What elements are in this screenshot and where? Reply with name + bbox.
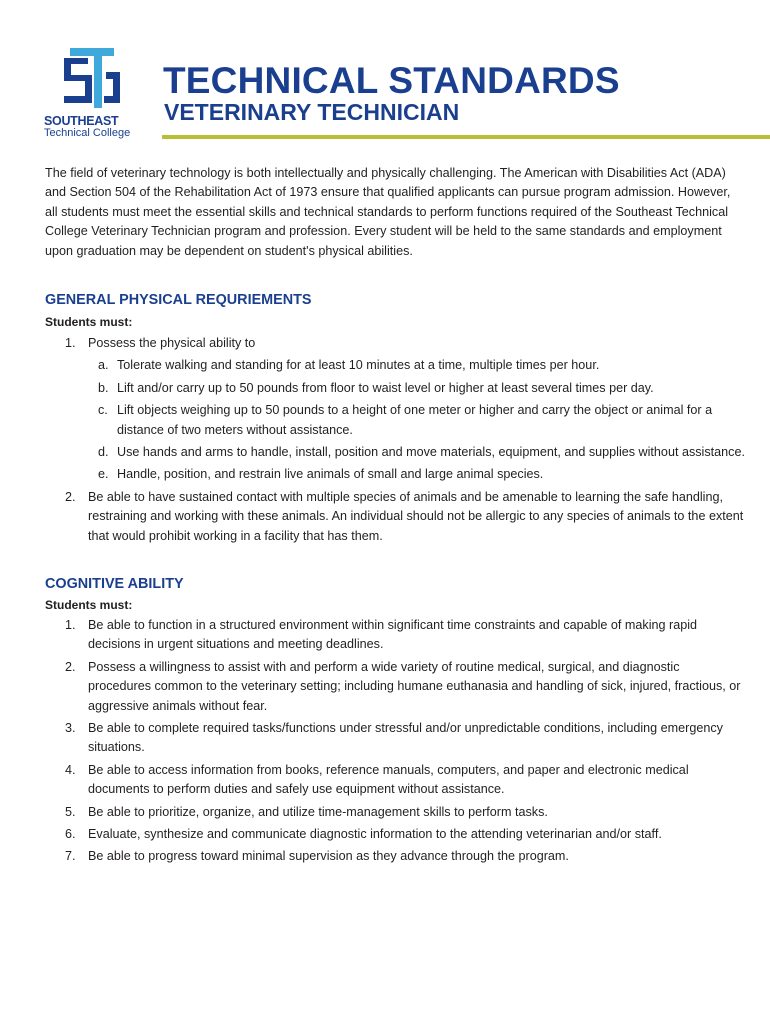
item-number: 2. <box>65 659 76 674</box>
item-number: 1. <box>65 336 76 350</box>
item-number: 2. <box>65 489 76 504</box>
sub-list-item <box>88 401 745 440</box>
sub-item-letter: d. <box>98 445 109 460</box>
sub-item-text: Use hands and arms to handle, install, position and move materials, equipment, and supplies without assistance. <box>117 445 745 460</box>
item-text: Be able to have sustained contact with multiple species of animals and be amenable to learning the safe handling, restraining and working with these animals. An individual should not be allergic to any species of animals to the extent that would prohibit working in a facility that has them. <box>88 489 744 543</box>
sub-list <box>88 356 745 484</box>
list-item <box>45 334 745 485</box>
sub-item-letter: b. <box>98 380 109 395</box>
list-item <box>45 761 745 800</box>
item-text: Be able to complete required tasks/functions under stressful and/or unpredictable conditions, including emergency situations. <box>88 721 723 755</box>
section-lead-physical: Students must: <box>45 315 133 329</box>
item-text: Possess the physical ability to <box>88 336 256 350</box>
item-text: Be able to access information from books, reference manuals, computers, and paper and electronic medical documents to perform duties and safely use equipment without assistance. <box>88 762 689 797</box>
sub-item-text: Handle, position, and restrain live animals of small and large animal species. <box>117 467 544 482</box>
item-number: 4. <box>65 762 76 777</box>
sub-item-letter: a. <box>98 358 109 373</box>
sub-item-text: Lift objects weighing up to 50 pounds to a height of one meter or higher and carry the object or animal for a distance of two meters without assistance. <box>117 403 713 437</box>
physical-requirements-list <box>45 334 745 549</box>
list-item <box>45 803 745 822</box>
sub-item-letter: c. <box>98 403 108 418</box>
list-item <box>45 719 745 758</box>
item-number: 6. <box>65 827 76 842</box>
item-number: 5. <box>65 804 76 819</box>
list-item <box>45 658 745 716</box>
header-divider <box>162 135 770 139</box>
sub-item-letter: e. <box>98 467 109 482</box>
page-title: TECHNICAL STANDARDS <box>163 60 620 101</box>
item-text: Be able to function in a structured environment within significant time constraints and capable of making rapid decisions in urgent situations and meeting deadlines. <box>88 618 698 652</box>
list-item <box>45 616 745 655</box>
sub-item-text: Tolerate walking and standing for at least 10 minutes at a time, multiple times per hour. <box>117 358 600 373</box>
item-number: 3. <box>65 721 76 736</box>
item-number: 1. <box>65 618 76 632</box>
item-text: Evaluate, synthesize and communicate diagnostic information to the attending veterinarian and/or staff. <box>88 827 662 842</box>
item-text: Possess a willingness to assist with and perform a wide variety of routine medical, surgical, and diagnostic procedures common to the veterinary setting; including humane euthanasia and handling of sick, injured, fractious, or aggressive animals without fear. <box>88 659 741 713</box>
sub-list-item <box>88 465 745 484</box>
intro-paragraph: The field of veterinary technology is both intellectually and physically challenging. The American with Disabilities Act (ADA) and Section 504 of the Rehabilitation Act of 1973 ensure that qualified applicants can pursue program admission. However, all students must meet the essential skills and technical standards to perform functions required of the Southeast Technical College Veterinary Technician program and profession. Every student will be held to the same standards and employment upon graduation may be dependent on student's physical abilities. <box>45 166 731 258</box>
item-number: 7. <box>65 849 76 864</box>
logo-wordmark: SOUTHEAST <box>44 114 119 128</box>
sub-item-text: Lift and/or carry up to 50 pounds from floor to waist level or higher at least several times per day. <box>117 380 654 395</box>
sub-list-item <box>88 356 745 375</box>
section-lead-cognitive: Students must: <box>45 598 133 612</box>
list-item <box>45 825 745 844</box>
item-text: Be able to prioritize, organize, and utilize time-management skills to perform tasks. <box>88 804 548 819</box>
logo-tagline: Technical College <box>44 127 131 139</box>
list-item <box>45 847 745 866</box>
sub-list-item <box>88 443 745 462</box>
sub-list-item <box>88 379 745 398</box>
item-text: Be able to progress toward minimal supervision as they advance through the program. <box>88 849 569 864</box>
cognitive-ability-list <box>45 616 745 870</box>
list-item <box>45 488 745 546</box>
section-title-physical: GENERAL PHYSICAL REQURIEMENTS <box>45 292 312 308</box>
page-subtitle: VETERINARY TECHNICIAN <box>164 99 460 125</box>
section-title-cognitive: COGNITIVE ABILITY <box>45 576 184 592</box>
